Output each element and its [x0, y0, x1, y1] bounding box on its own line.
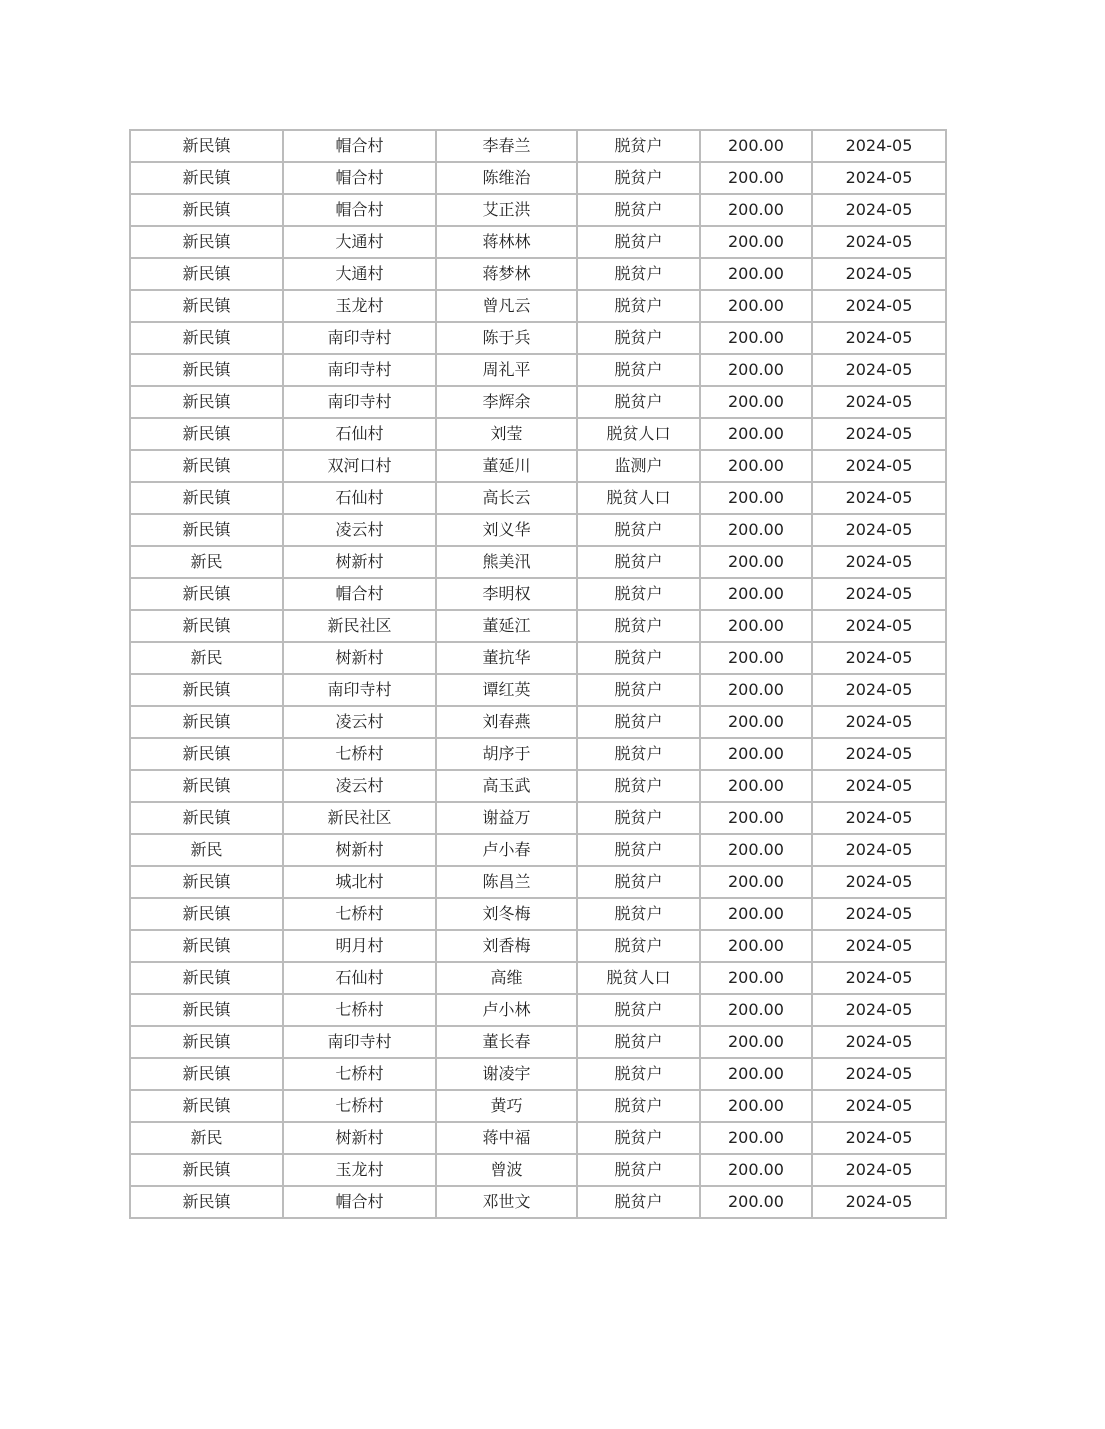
household-type-cell: 脱贫户	[577, 642, 700, 674]
name-cell: 陈维治	[436, 162, 577, 194]
town-cell: 新民镇	[130, 130, 283, 162]
town-cell: 新民镇	[130, 1186, 283, 1218]
town-cell: 新民镇	[130, 898, 283, 930]
month-cell: 2024-05	[812, 194, 946, 226]
amount-cell: 200.00	[700, 482, 812, 514]
month-cell: 2024-05	[812, 290, 946, 322]
amount-cell: 200.00	[700, 1058, 812, 1090]
town-cell: 新民镇	[130, 290, 283, 322]
village-cell: 七桥村	[283, 1090, 436, 1122]
table-row	[130, 1122, 946, 1154]
name-cell: 谢益万	[436, 802, 577, 834]
village-cell: 石仙村	[283, 482, 436, 514]
town-cell: 新民镇	[130, 322, 283, 354]
name-cell: 熊美汛	[436, 546, 577, 578]
amount-cell: 200.00	[700, 130, 812, 162]
month-cell: 2024-05	[812, 1186, 946, 1218]
town-cell: 新民镇	[130, 930, 283, 962]
household-type-cell: 脱贫户	[577, 578, 700, 610]
village-cell: 帽合村	[283, 1186, 436, 1218]
town-cell: 新民镇	[130, 802, 283, 834]
amount-cell: 200.00	[700, 418, 812, 450]
month-cell: 2024-05	[812, 322, 946, 354]
month-cell: 2024-05	[812, 962, 946, 994]
amount-cell: 200.00	[700, 770, 812, 802]
name-cell: 陈于兵	[436, 322, 577, 354]
month-cell: 2024-05	[812, 674, 946, 706]
name-cell: 董抗华	[436, 642, 577, 674]
name-cell: 曾波	[436, 1154, 577, 1186]
month-cell: 2024-05	[812, 482, 946, 514]
table-row	[130, 130, 946, 162]
village-cell: 南印寺村	[283, 674, 436, 706]
table-row	[130, 322, 946, 354]
household-type-cell: 脱贫户	[577, 354, 700, 386]
town-cell: 新民镇	[130, 162, 283, 194]
amount-cell: 200.00	[700, 226, 812, 258]
household-type-cell: 脱贫人口	[577, 418, 700, 450]
town-cell: 新民镇	[130, 514, 283, 546]
town-cell: 新民镇	[130, 1090, 283, 1122]
name-cell: 黄巧	[436, 1090, 577, 1122]
name-cell: 刘莹	[436, 418, 577, 450]
town-cell: 新民镇	[130, 962, 283, 994]
table-row	[130, 482, 946, 514]
household-type-cell: 脱贫户	[577, 194, 700, 226]
household-type-cell: 脱贫户	[577, 1058, 700, 1090]
amount-cell: 200.00	[700, 514, 812, 546]
table-row	[130, 706, 946, 738]
table-row	[130, 258, 946, 290]
household-type-cell: 脱贫户	[577, 866, 700, 898]
amount-cell: 200.00	[700, 546, 812, 578]
name-cell: 陈昌兰	[436, 866, 577, 898]
table-row	[130, 1090, 946, 1122]
table-row	[130, 162, 946, 194]
household-type-cell: 脱贫户	[577, 1090, 700, 1122]
name-cell: 刘冬梅	[436, 898, 577, 930]
village-cell: 玉龙村	[283, 290, 436, 322]
month-cell: 2024-05	[812, 1058, 946, 1090]
table-row	[130, 610, 946, 642]
town-cell: 新民镇	[130, 994, 283, 1026]
household-type-cell: 脱贫人口	[577, 962, 700, 994]
village-cell: 七桥村	[283, 994, 436, 1026]
month-cell: 2024-05	[812, 706, 946, 738]
amount-cell: 200.00	[700, 994, 812, 1026]
name-cell: 邓世文	[436, 1186, 577, 1218]
name-cell: 刘香梅	[436, 930, 577, 962]
month-cell: 2024-05	[812, 994, 946, 1026]
village-cell: 凌云村	[283, 514, 436, 546]
village-cell: 七桥村	[283, 1058, 436, 1090]
table-row	[130, 354, 946, 386]
town-cell: 新民	[130, 1122, 283, 1154]
village-cell: 帽合村	[283, 130, 436, 162]
village-cell: 树新村	[283, 642, 436, 674]
village-cell: 新民社区	[283, 610, 436, 642]
name-cell: 李辉余	[436, 386, 577, 418]
household-type-cell: 脱贫户	[577, 226, 700, 258]
village-cell: 七桥村	[283, 898, 436, 930]
name-cell: 艾正洪	[436, 194, 577, 226]
month-cell: 2024-05	[812, 1090, 946, 1122]
amount-cell: 200.00	[700, 866, 812, 898]
table-row	[130, 418, 946, 450]
amount-cell: 200.00	[700, 706, 812, 738]
name-cell: 蒋梦林	[436, 258, 577, 290]
table-row	[130, 930, 946, 962]
month-cell: 2024-05	[812, 1026, 946, 1058]
household-type-cell: 脱贫户	[577, 1186, 700, 1218]
village-cell: 凌云村	[283, 706, 436, 738]
amount-cell: 200.00	[700, 834, 812, 866]
village-cell: 南印寺村	[283, 354, 436, 386]
town-cell: 新民镇	[130, 354, 283, 386]
name-cell: 卢小林	[436, 994, 577, 1026]
table-row	[130, 866, 946, 898]
village-cell: 石仙村	[283, 962, 436, 994]
town-cell: 新民镇	[130, 194, 283, 226]
month-cell: 2024-05	[812, 386, 946, 418]
town-cell: 新民镇	[130, 386, 283, 418]
household-type-cell: 监测户	[577, 450, 700, 482]
amount-cell: 200.00	[700, 610, 812, 642]
amount-cell: 200.00	[700, 1186, 812, 1218]
month-cell: 2024-05	[812, 642, 946, 674]
table-row	[130, 994, 946, 1026]
name-cell: 刘春燕	[436, 706, 577, 738]
household-type-cell: 脱贫人口	[577, 482, 700, 514]
village-cell: 大通村	[283, 258, 436, 290]
town-cell: 新民镇	[130, 418, 283, 450]
amount-cell: 200.00	[700, 738, 812, 770]
amount-cell: 200.00	[700, 162, 812, 194]
amount-cell: 200.00	[700, 674, 812, 706]
table-row	[130, 546, 946, 578]
month-cell: 2024-05	[812, 578, 946, 610]
village-cell: 凌云村	[283, 770, 436, 802]
town-cell: 新民镇	[130, 738, 283, 770]
household-type-cell: 脱贫户	[577, 546, 700, 578]
name-cell: 谢凌宇	[436, 1058, 577, 1090]
village-cell: 七桥村	[283, 738, 436, 770]
amount-cell: 200.00	[700, 802, 812, 834]
household-type-cell: 脱贫户	[577, 930, 700, 962]
village-cell: 树新村	[283, 834, 436, 866]
table-row	[130, 290, 946, 322]
town-cell: 新民镇	[130, 1026, 283, 1058]
household-type-cell: 脱贫户	[577, 898, 700, 930]
household-type-cell: 脱贫户	[577, 130, 700, 162]
town-cell: 新民镇	[130, 450, 283, 482]
town-cell: 新民	[130, 642, 283, 674]
village-cell: 明月村	[283, 930, 436, 962]
amount-cell: 200.00	[700, 962, 812, 994]
month-cell: 2024-05	[812, 418, 946, 450]
month-cell: 2024-05	[812, 450, 946, 482]
table-row	[130, 578, 946, 610]
household-type-cell: 脱贫户	[577, 1026, 700, 1058]
month-cell: 2024-05	[812, 738, 946, 770]
name-cell: 胡序于	[436, 738, 577, 770]
amount-cell: 200.00	[700, 322, 812, 354]
table-row	[130, 738, 946, 770]
table-row	[130, 674, 946, 706]
table-row	[130, 386, 946, 418]
table-row	[130, 514, 946, 546]
village-cell: 玉龙村	[283, 1154, 436, 1186]
household-type-cell: 脱贫户	[577, 738, 700, 770]
month-cell: 2024-05	[812, 866, 946, 898]
table-row	[130, 962, 946, 994]
household-type-cell: 脱贫户	[577, 674, 700, 706]
household-type-cell: 脱贫户	[577, 322, 700, 354]
beneficiary-table	[129, 129, 947, 1219]
table-row	[130, 450, 946, 482]
month-cell: 2024-05	[812, 898, 946, 930]
name-cell: 卢小春	[436, 834, 577, 866]
table-row	[130, 642, 946, 674]
table-row	[130, 770, 946, 802]
town-cell: 新民	[130, 546, 283, 578]
name-cell: 高玉武	[436, 770, 577, 802]
household-type-cell: 脱贫户	[577, 258, 700, 290]
town-cell: 新民镇	[130, 258, 283, 290]
town-cell: 新民	[130, 834, 283, 866]
village-cell: 城北村	[283, 866, 436, 898]
village-cell: 帽合村	[283, 578, 436, 610]
name-cell: 曾凡云	[436, 290, 577, 322]
name-cell: 董延江	[436, 610, 577, 642]
household-type-cell: 脱贫户	[577, 802, 700, 834]
amount-cell: 200.00	[700, 930, 812, 962]
month-cell: 2024-05	[812, 258, 946, 290]
table-row	[130, 194, 946, 226]
table-row	[130, 1026, 946, 1058]
amount-cell: 200.00	[700, 898, 812, 930]
village-cell: 南印寺村	[283, 1026, 436, 1058]
amount-cell: 200.00	[700, 1122, 812, 1154]
name-cell: 蒋中福	[436, 1122, 577, 1154]
month-cell: 2024-05	[812, 1122, 946, 1154]
amount-cell: 200.00	[700, 578, 812, 610]
village-cell: 石仙村	[283, 418, 436, 450]
town-cell: 新民镇	[130, 226, 283, 258]
amount-cell: 200.00	[700, 354, 812, 386]
table-row	[130, 1154, 946, 1186]
household-type-cell: 脱贫户	[577, 290, 700, 322]
name-cell: 周礼平	[436, 354, 577, 386]
household-type-cell: 脱贫户	[577, 162, 700, 194]
month-cell: 2024-05	[812, 130, 946, 162]
name-cell: 董延川	[436, 450, 577, 482]
village-cell: 南印寺村	[283, 386, 436, 418]
month-cell: 2024-05	[812, 802, 946, 834]
table-row	[130, 1058, 946, 1090]
month-cell: 2024-05	[812, 546, 946, 578]
amount-cell: 200.00	[700, 642, 812, 674]
table-row	[130, 898, 946, 930]
household-type-cell: 脱贫户	[577, 1154, 700, 1186]
village-cell: 南印寺村	[283, 322, 436, 354]
household-type-cell: 脱贫户	[577, 610, 700, 642]
village-cell: 新民社区	[283, 802, 436, 834]
table-row	[130, 802, 946, 834]
village-cell: 树新村	[283, 1122, 436, 1154]
town-cell: 新民镇	[130, 1058, 283, 1090]
household-type-cell: 脱贫户	[577, 514, 700, 546]
table-row	[130, 1186, 946, 1218]
town-cell: 新民镇	[130, 706, 283, 738]
amount-cell: 200.00	[700, 1090, 812, 1122]
town-cell: 新民镇	[130, 866, 283, 898]
month-cell: 2024-05	[812, 354, 946, 386]
amount-cell: 200.00	[700, 386, 812, 418]
village-cell: 树新村	[283, 546, 436, 578]
household-type-cell: 脱贫户	[577, 1122, 700, 1154]
village-cell: 双河口村	[283, 450, 436, 482]
month-cell: 2024-05	[812, 1154, 946, 1186]
town-cell: 新民镇	[130, 578, 283, 610]
name-cell: 李春兰	[436, 130, 577, 162]
town-cell: 新民镇	[130, 674, 283, 706]
month-cell: 2024-05	[812, 770, 946, 802]
month-cell: 2024-05	[812, 834, 946, 866]
month-cell: 2024-05	[812, 162, 946, 194]
amount-cell: 200.00	[700, 1026, 812, 1058]
name-cell: 谭红英	[436, 674, 577, 706]
village-cell: 大通村	[283, 226, 436, 258]
table-row	[130, 834, 946, 866]
month-cell: 2024-05	[812, 514, 946, 546]
amount-cell: 200.00	[700, 194, 812, 226]
village-cell: 帽合村	[283, 162, 436, 194]
name-cell: 高维	[436, 962, 577, 994]
name-cell: 高长云	[436, 482, 577, 514]
household-type-cell: 脱贫户	[577, 834, 700, 866]
town-cell: 新民镇	[130, 610, 283, 642]
amount-cell: 200.00	[700, 450, 812, 482]
table-row	[130, 226, 946, 258]
name-cell: 李明权	[436, 578, 577, 610]
amount-cell: 200.00	[700, 290, 812, 322]
month-cell: 2024-05	[812, 610, 946, 642]
household-type-cell: 脱贫户	[577, 994, 700, 1026]
village-cell: 帽合村	[283, 194, 436, 226]
month-cell: 2024-05	[812, 226, 946, 258]
town-cell: 新民镇	[130, 770, 283, 802]
amount-cell: 200.00	[700, 1154, 812, 1186]
town-cell: 新民镇	[130, 1154, 283, 1186]
name-cell: 董长春	[436, 1026, 577, 1058]
name-cell: 蒋林林	[436, 226, 577, 258]
month-cell: 2024-05	[812, 930, 946, 962]
household-type-cell: 脱贫户	[577, 770, 700, 802]
household-type-cell: 脱贫户	[577, 386, 700, 418]
household-type-cell: 脱贫户	[577, 706, 700, 738]
name-cell: 刘义华	[436, 514, 577, 546]
town-cell: 新民镇	[130, 482, 283, 514]
table-body	[130, 130, 946, 1218]
amount-cell: 200.00	[700, 258, 812, 290]
